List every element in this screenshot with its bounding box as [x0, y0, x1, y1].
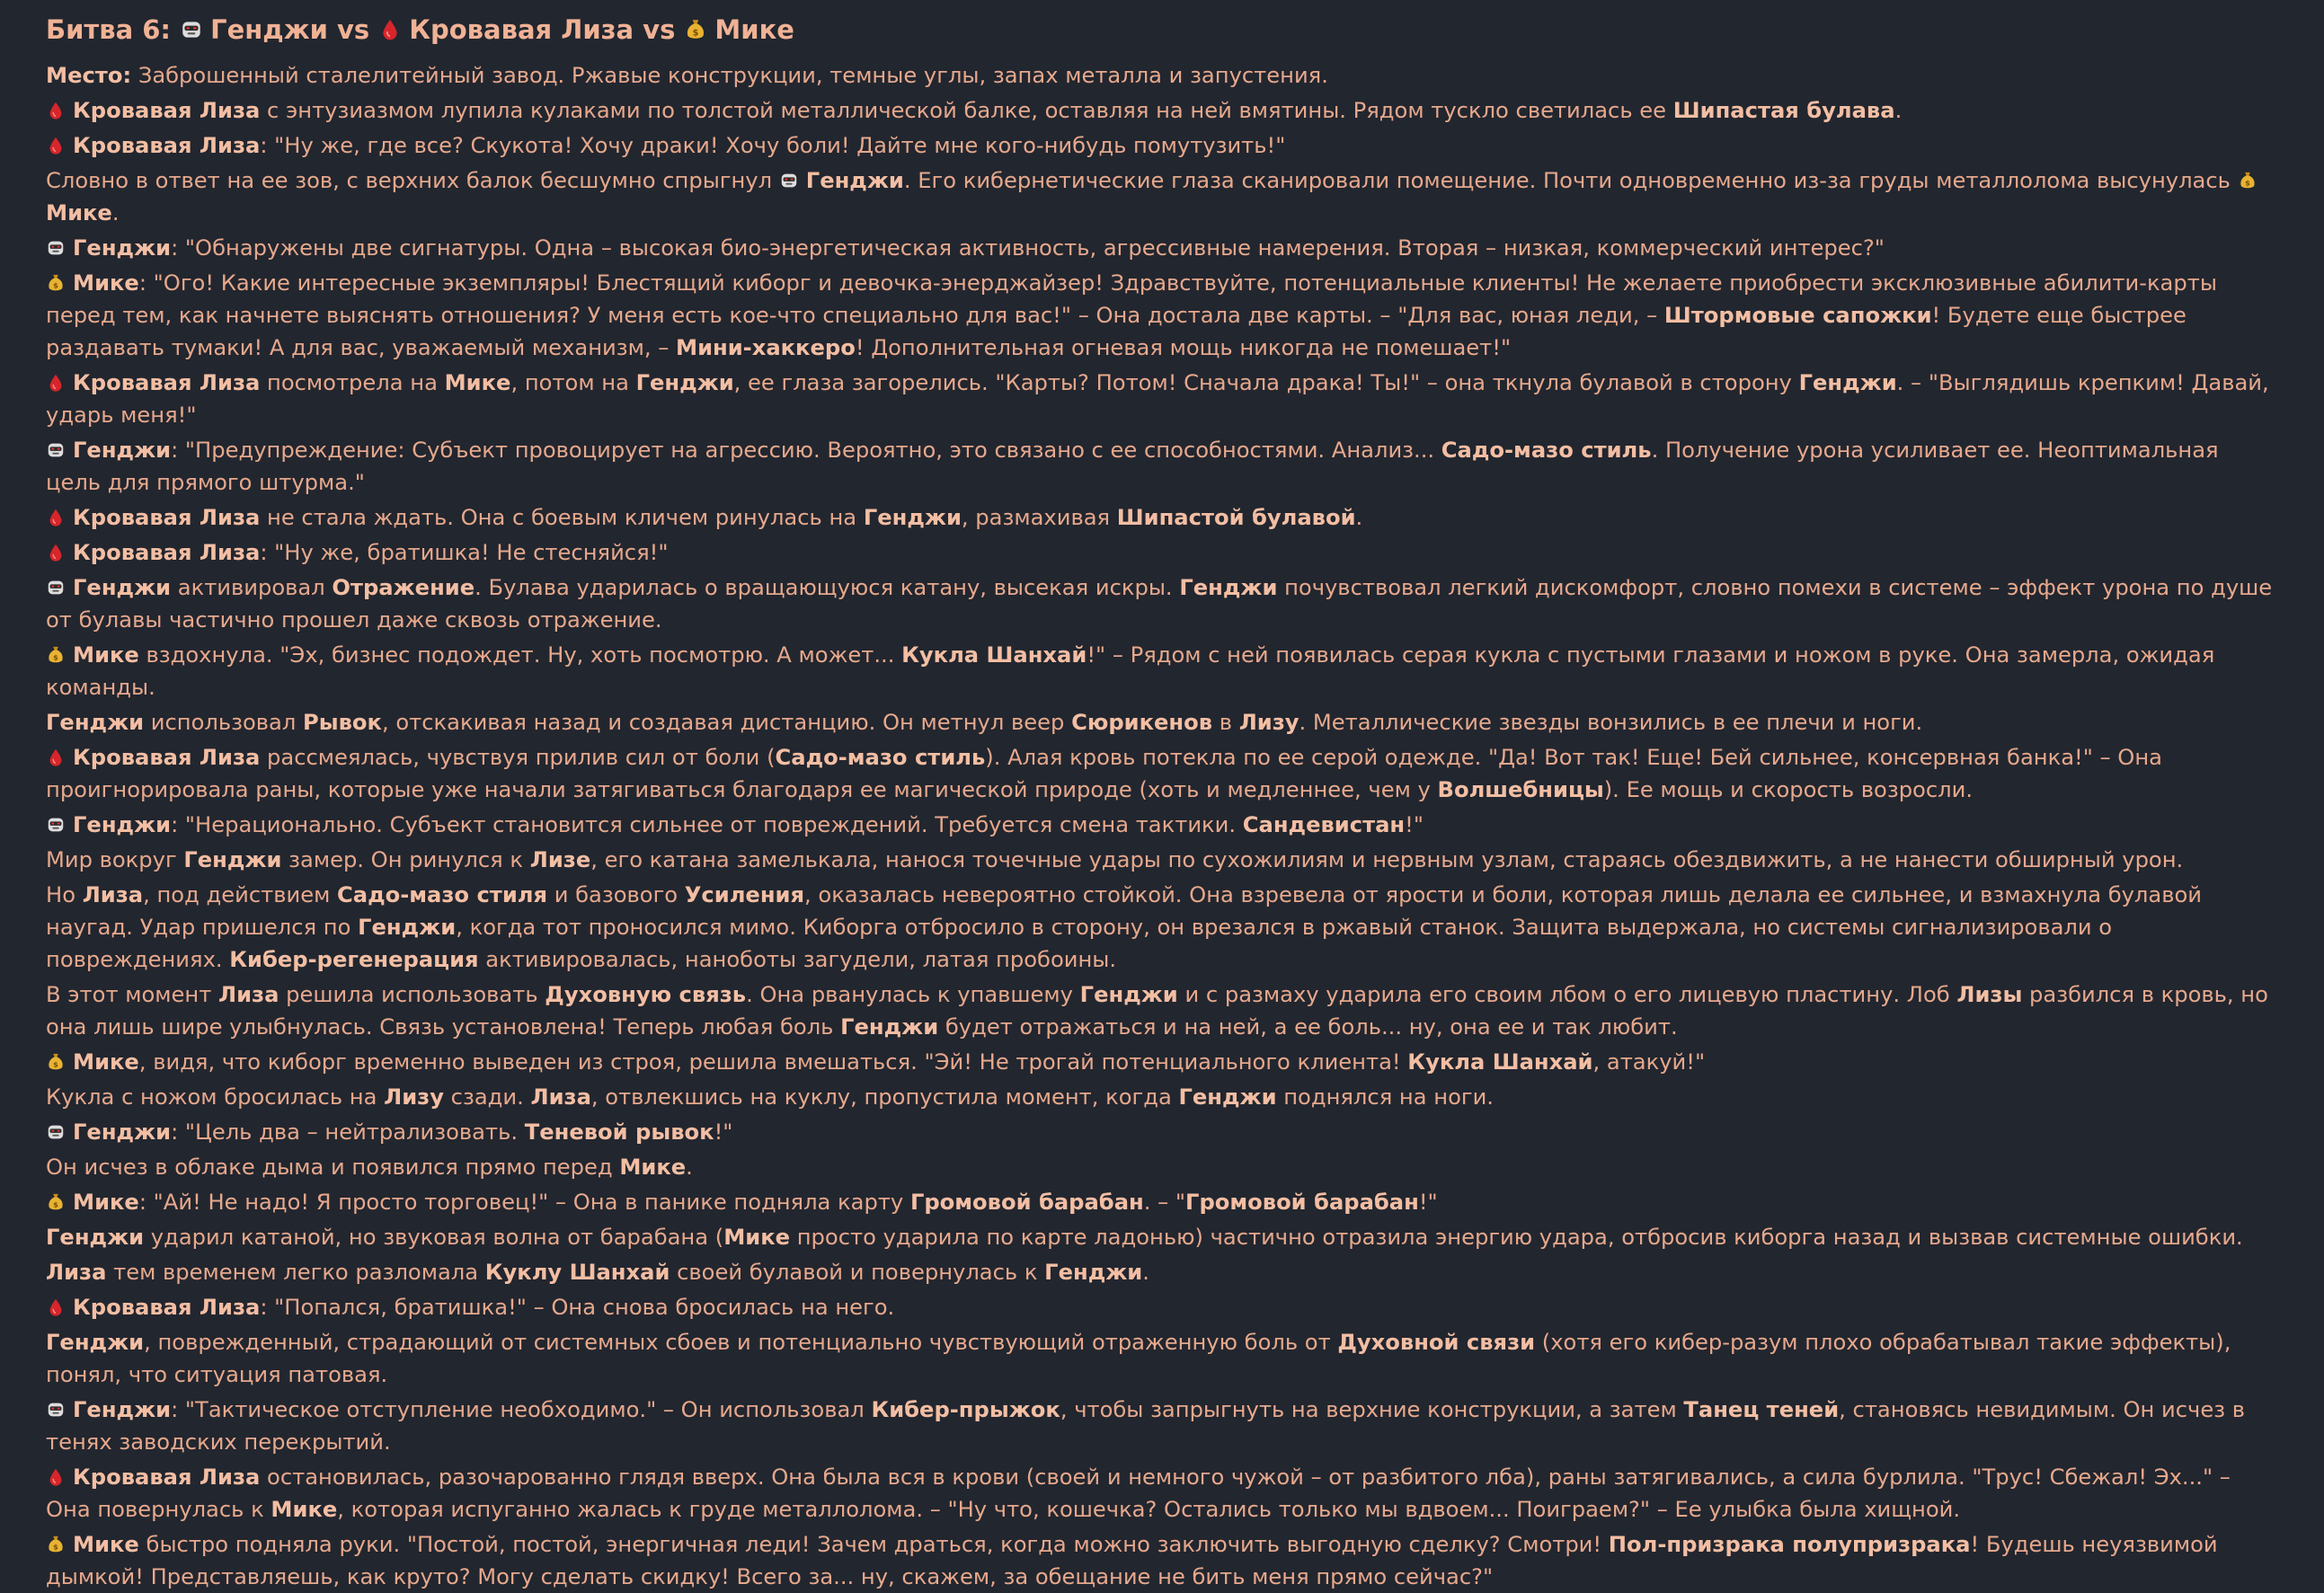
paragraph-text: : "Ну же, где все? Скукота! Хочу драки! Хочу боли! Дайте мне кого-нибудь помутузить!" [260, 133, 1286, 158]
paragraph-text: . Металлические звезды вонзились в ее плечи и ноги. [1299, 710, 1923, 735]
emphasized-term: Генджи [183, 847, 282, 872]
paragraph-text: , которая испуганно жалась к груде металлолома. – "Ну что, кошечка? Остались только мы вдвоем... Поиграем?" – Ее улыбка была хищной. [337, 1497, 1961, 1522]
emphasized-term: Генджи [73, 235, 172, 261]
story-paragraph [46, 1461, 2278, 1526]
emphasized-term: Генджи [46, 1330, 145, 1355]
emphasized-term: Садо-мазо стиль [1441, 438, 1652, 463]
paragraph-text: : "Ай! Не надо! Я просто торговец!" – Она в панике подняла карту [138, 1190, 910, 1215]
title-vs: vs [327, 14, 379, 45]
robot-ninja-icon [46, 815, 66, 835]
paragraph-text: Он исчез в облаке дыма и появился прямо перед [46, 1155, 620, 1180]
paragraph-text: ! Будешь неуязвимой дымкой! Представляешь, как круто? Могу сделать скидку! Всего за... ну, скажем, за обещание не бить меня прямо сейчас?" [46, 1532, 2218, 1589]
robot-ninja-icon [779, 171, 799, 190]
emphasized-term: Генджи [1178, 1084, 1277, 1110]
emphasized-term: Мике [723, 1225, 791, 1250]
emphasized-term: Мике [444, 370, 511, 395]
emphasized-term: Кровавая Лиза [73, 1465, 261, 1490]
paragraph-text: . [1142, 1260, 1149, 1285]
title-character-name: Генджи [210, 14, 328, 45]
emphasized-term: Генджи [1044, 1260, 1143, 1285]
money-bag-icon [46, 645, 66, 665]
emphasized-term: Духовную связь [545, 982, 747, 1007]
emphasized-term: Генджи [863, 505, 962, 530]
emphasized-term: Лизе [529, 847, 591, 872]
story-paragraph [46, 978, 2278, 1043]
paragraph-text: , его катана замелькала, нанося точечные удары по сухожилиям и нервным узлам, стараясь обездвижить, а не нанести обширный урон. [590, 847, 2184, 872]
title-vs: vs [634, 14, 685, 45]
story-paragraph [46, 94, 2278, 127]
emphasized-term: Мике [73, 1190, 139, 1215]
paragraph-text: : "Нерационально. Субъект становится сильнее от повреждений. Требуется смена тактики. [171, 812, 1243, 837]
emphasized-term: Громовой барабан [1185, 1190, 1419, 1215]
paragraph-text: !" [714, 1120, 733, 1145]
blood-drop-icon [46, 1297, 66, 1317]
paragraph-text: , под действием [143, 882, 338, 907]
emphasized-term: Кибер-прыжок [871, 1397, 1060, 1422]
paragraph-text: : "Ну же, братишка! Не стесняйся!" [260, 540, 669, 565]
svg-text:$: $ [53, 1199, 58, 1209]
paragraph-text: вздохнула. "Эх, бизнес подождет. Ну, хоть посмотрю. А может... [138, 642, 902, 668]
paragraph-text: поднялся на ноги. [1276, 1084, 1494, 1110]
emphasized-term: Лизу [384, 1084, 444, 1110]
paragraph-text: разбился в кровь, но она лишь шире улыбнулась. Связь установлена! Теперь любая боль [46, 982, 2268, 1040]
story-paragraph [46, 1081, 2278, 1113]
svg-text:$: $ [53, 652, 58, 662]
emphasized-term: Сандевистан [1242, 812, 1406, 837]
blood-drop-icon [46, 748, 66, 767]
story-paragraph [46, 1326, 2278, 1391]
emphasized-term: Генджи [46, 1225, 145, 1250]
paragraph-text: замер. Он ринулся к [281, 847, 530, 872]
paragraph-text: : "Попался, братишка!" – Она снова бросилась на него. [260, 1295, 895, 1320]
story-paragraph [46, 571, 2278, 636]
emphasized-term: Куклу Шанхай [484, 1260, 670, 1285]
paragraph-text: . – " [1143, 1190, 1186, 1215]
svg-text:$: $ [693, 28, 699, 39]
paragraph-text: , потом на [510, 370, 636, 395]
emphasized-term: Мини-хаккеро [676, 335, 856, 360]
emphasized-term: Генджи [73, 438, 172, 463]
money-bag-icon [46, 1192, 66, 1212]
emphasized-term: Штормовые сапожки [1663, 303, 1932, 328]
blood-drop-icon [46, 508, 66, 527]
paragraph-text: Заброшенный сталелитейный завод. Ржавые конструкции, темные углы, запах металла и запустения. [131, 63, 1328, 88]
emphasized-term: Место: [46, 63, 132, 88]
paragraph-text: рассмеялась, чувствуя прилив сил от боли ( [260, 745, 776, 770]
paragraph-text: быстро подняла руки. "Постой, постой, энергичная леди! Зачем драться, когда можно заключить выгодную сделку? Смотри! [138, 1532, 1609, 1557]
emphasized-term: Генджи [1079, 982, 1178, 1007]
emphasized-term: Кибер-регенерация [229, 947, 479, 972]
emphasized-term: Кровавая Лиза [73, 98, 261, 123]
title-prefix: Битва 6: [46, 14, 181, 45]
story-paragraph [46, 1221, 2278, 1253]
robot-ninja-icon [46, 440, 66, 460]
paragraph-text: . – "Выглядишь крепким! Давай, ударь меня!" [46, 370, 2269, 428]
emphasized-term: Лиза [218, 982, 279, 1007]
emphasized-term: Лизы [1956, 982, 2023, 1007]
emphasized-term: Кровавая Лиза [73, 1295, 261, 1320]
paragraph-text: . Она рванулась к упавшему [746, 982, 1080, 1007]
paragraph-text: , становясь невидимым. Он исчез в тенях заводских перекрытий. [46, 1397, 2246, 1455]
story-paragraph [46, 536, 2278, 569]
robot-ninja-icon [46, 1122, 66, 1142]
emphasized-term: Мике [619, 1155, 687, 1180]
emphasized-term: Кукла Шанхай [901, 642, 1087, 668]
story-paragraph [46, 1256, 2278, 1288]
emphasized-term: Лиза [46, 1260, 107, 1285]
robot-ninja-icon [46, 238, 66, 258]
emphasized-term: Генджи [1179, 575, 1278, 600]
paragraph-text: и базового [547, 882, 685, 907]
story-paragraph [46, 844, 2278, 876]
story-paragraph [46, 232, 2278, 264]
story-paragraph [46, 129, 2278, 162]
money-bag-icon [46, 1535, 66, 1554]
paragraph-text: , ее глаза загорелись. "Карты? Потом! Сначала драка! Ты!" – она ткнула булавой в сторону [733, 370, 1799, 395]
story-paragraph [46, 879, 2278, 976]
emphasized-term: Генджи [635, 370, 734, 395]
blood-drop-icon [46, 136, 66, 155]
paragraph-text: : "Предупреждение: Субъект провоцирует на агрессию. Вероятно, это связано с ее способностями. Анализ... [171, 438, 1441, 463]
emphasized-term: Громовой барабан [909, 1190, 1144, 1215]
emphasized-term: Генджи [73, 1120, 172, 1145]
title-character-name: Кровавая Лиза [409, 14, 634, 45]
story-paragraph [46, 1116, 2278, 1148]
paragraph-text: , отскакивая назад и создавая дистанцию. Он метнул веер [381, 710, 1072, 735]
paragraph-text: посмотрела на [260, 370, 445, 395]
emphasized-term: Лиза [530, 1084, 591, 1110]
emphasized-term: Кукла Шанхай [1407, 1049, 1593, 1075]
svg-text:$: $ [2244, 178, 2250, 188]
story-paragraph [46, 59, 2278, 92]
paragraph-text: , чтобы запрыгнуть на верхние конструкции, а затем [1060, 1397, 1684, 1422]
robot-ninja-icon [46, 578, 66, 597]
paragraph-text: и с размаху ударила его своим лбом о его лицевую пластину. Лоб [1177, 982, 1957, 1007]
emphasized-term: Генджи [805, 168, 904, 193]
robot-ninja-icon [180, 18, 203, 41]
story-paragraph [46, 1046, 2278, 1078]
story-paragraph [46, 501, 2278, 534]
paragraph-text: , атакуй!" [1592, 1049, 1706, 1075]
paragraph-text: , отвлекшись на куклу, пропустила момент, когда [590, 1084, 1179, 1110]
emphasized-term: Усиления [684, 882, 805, 907]
paragraph-text: Но [46, 882, 83, 907]
paragraph-text: . Его кибернетические глаза сканировали помещение. Почти одновременно из-за груды металлолома высунулась [903, 168, 2238, 193]
emphasized-term: Генджи [358, 915, 457, 940]
paragraph-text: использовал [144, 710, 304, 735]
paragraph-text: не стала ждать. Она с боевым кличем ринулась на [260, 505, 864, 530]
story-paragraph [46, 434, 2278, 499]
emphasized-term: Генджи [73, 812, 172, 837]
story-paragraph [46, 367, 2278, 431]
story-paragraph [46, 741, 2278, 806]
story-paragraph [46, 1186, 2278, 1218]
emphasized-term: Кровавая Лиза [73, 370, 261, 395]
money-bag-icon [684, 18, 707, 41]
emphasized-term: Садо-мазо стиль [775, 745, 986, 770]
paragraph-text: своей булавой и повернулась к [670, 1260, 1045, 1285]
paragraph-text: активировалась, нанoботы загудели, латая пробоины. [478, 947, 1117, 972]
emphasized-term: Мике [73, 1532, 139, 1557]
paragraph-text: : "Ого! Какие интересные экземпляры! Блестящий киборг и девочка-энерджайзер! Здравствуйте, потенциальные клиенты! Не желаете приобрести эксклюзивные абилити-карты перед тем, как начнете выяснять отношения? У меня есть кое-что специально для вас!" – Она достала две карты. – "Для вас, юная леди, – [46, 270, 2217, 328]
emphasized-term: Шипастая булава [1672, 98, 1895, 123]
emphasized-term: Генджи [73, 575, 172, 600]
title-character-name: Мике [714, 14, 794, 45]
emphasized-term: Кровавая Лиза [73, 133, 261, 158]
emphasized-term: Сюрикенов [1071, 710, 1213, 735]
paragraph-text: , размахивая [961, 505, 1117, 530]
emphasized-term: Кровавая Лиза [73, 505, 261, 530]
paragraph-text: просто ударила по карте ладонью) частично отразила энергию удара, отбросив киборга назад и вызвав системные ошибки. [790, 1225, 2243, 1250]
paragraph-text: ! Будете еще быстрее раздавать тумаки! А для вас, уважаемый механизм, – [46, 303, 2187, 360]
paragraph-text: активировал [171, 575, 333, 600]
paragraph-text: , поврежденный, страдающий от системных сбоев и потенциально чувствующий отраженную боль от [144, 1330, 1338, 1355]
paragraph-text: . Получение урона усиливает ее. Неоптимальная цель для прямого штурма." [46, 438, 2219, 495]
emphasized-term: Генджи [73, 1397, 172, 1422]
story-paragraph [46, 267, 2278, 364]
paragraph-text: (хотя его кибер-разум плохо обрабатывал такие эффекты), понял, что ситуация патовая. [46, 1330, 2231, 1387]
emphasized-term: Кровавая Лиза [73, 540, 261, 565]
story-paragraph [46, 164, 2278, 229]
emphasized-term: Мике [73, 1049, 139, 1075]
paragraph-text: : "Обнаружены две сигнатуры. Одна – высокая био-энергетическая активность, агрессивные намерения. Вторая – низкая, коммерческий интерес?" [171, 235, 1885, 261]
money-bag-icon [46, 1052, 66, 1072]
svg-text:$: $ [53, 1059, 58, 1069]
paragraph-text: остановилась, разочарованно глядя вверх. Она была вся в крови (своей и немного чужой – от разбитого лба), раны затягивались, а сила бурлила. "Трус! Сбежал! Эх..." – Она повернулась к [46, 1465, 2231, 1522]
story-paragraph [46, 1394, 2278, 1458]
paragraph-text: Мир вокруг [46, 847, 184, 872]
emphasized-term: Отражение [332, 575, 475, 600]
paragraph-text: ударил катаной, но звуковая волна от барабана ( [144, 1225, 724, 1250]
paragraph-text: почувствовал легкий дискомфорт, словно помехи в системе – эффект урона по душе от булавы частично прошел даже сквозь отражение. [46, 575, 2273, 633]
money-bag-icon [2238, 171, 2257, 190]
emphasized-term: Мике [46, 200, 112, 226]
paragraph-text: . Булава ударилась о вращающуюся катану, высекая искры. [475, 575, 1180, 600]
emphasized-term: Генджи [1798, 370, 1897, 395]
paragraph-text: . [1355, 505, 1363, 530]
paragraph-text: в [1212, 710, 1239, 735]
paragraph-text: В этот момент [46, 982, 218, 1007]
emphasized-term: Садо-мазо стиля [337, 882, 548, 907]
emphasized-term: Шипастой булавой [1116, 505, 1356, 530]
story-paragraph [46, 639, 2278, 704]
emphasized-term: Генджи [840, 1014, 939, 1040]
story-paragraph [46, 1291, 2278, 1323]
emphasized-term: Лизу [1238, 710, 1299, 735]
emphasized-term: Лиза [82, 882, 144, 907]
emphasized-term: Пол-призрака полупризрака [1608, 1532, 1971, 1557]
story-paragraph [46, 1151, 2278, 1183]
paragraph-text: решила использовать [279, 982, 546, 1007]
emphasized-term: Генджи [46, 710, 145, 735]
emphasized-term: Мике [73, 642, 139, 668]
paragraph-text: будет отражаться и на ней, а ее боль... ну, она ее и так любит. [938, 1014, 1678, 1040]
paragraph-text: Кукла с ножом бросилась на [46, 1084, 385, 1110]
story-paragraph [46, 706, 2278, 739]
paragraph-text: : "Тактическое отступление необходимо." – Он использовал [171, 1397, 872, 1422]
paragraph-text: !" – Рядом с ней появилась серая кукла с пустыми глазами и ножом в руке. Она замерла, ожидая команды. [46, 642, 2215, 700]
emphasized-term: Теневой рывок [524, 1120, 714, 1145]
paragraph-text: . [686, 1155, 693, 1180]
paragraph-text: Словно в ответ на ее зов, с верхних балок бесшумно спрыгнул [46, 168, 779, 193]
paragraph-text: : "Цель два – нейтрализовать. [171, 1120, 525, 1145]
money-bag-icon [46, 273, 66, 293]
paragraph-text: , когда тот проносился мимо. Киборга отбросило в сторону, он врезался в ржавый станок. Защита выдержала, но системы сигнализировали о повреждениях. [46, 915, 2113, 972]
svg-text:$: $ [53, 1542, 58, 1552]
paragraph-text: !" [1405, 812, 1424, 837]
emphasized-term: Духовной связи [1337, 1330, 1536, 1355]
paragraph-text: . [111, 200, 120, 226]
emphasized-term: Рывок [303, 710, 382, 735]
paragraph-text: ). Ее мощь и скорость возросли. [1603, 777, 1974, 802]
blood-drop-icon [378, 18, 402, 41]
battle-title [46, 11, 2278, 49]
paragraph-text: с энтузиазмом лупила кулаками по толстой металлической балке, оставляя на ней вмятины. Рядом тускло светилась ее [260, 98, 1673, 123]
paragraph-text: . [1894, 98, 1903, 123]
paragraph-text: , видя, что киборг временно выведен из строя, решила вмешаться. "Эй! Не трогай потенциального клиента! [138, 1049, 1408, 1075]
paragraph-text: ! Дополнительная огневая мощь никогда не помешает!" [855, 335, 1512, 360]
paragraph-text: , оказалась невероятно стойкой. Она взревела от ярости и боли, которая лишь делала ее сильнее, и взмахнула булавой наугад. Удар пришелся по [46, 882, 2202, 940]
paragraph-text: сзади. [443, 1084, 531, 1110]
emphasized-term: Мике [271, 1497, 338, 1522]
emphasized-term: Танец теней [1683, 1397, 1840, 1422]
story-paragraph [46, 1528, 2278, 1593]
blood-drop-icon [46, 1467, 66, 1487]
svg-text:$: $ [53, 280, 58, 290]
emphasized-term: Волшебницы [1437, 777, 1604, 802]
blood-drop-icon [46, 373, 66, 393]
blood-drop-icon [46, 543, 66, 562]
emphasized-term: Мике [73, 270, 139, 296]
robot-ninja-icon [46, 1400, 66, 1420]
emphasized-term: Кровавая Лиза [73, 745, 261, 770]
blood-drop-icon [46, 101, 66, 120]
battle-log [46, 59, 2278, 1593]
paragraph-text: ). Алая кровь потекла по ее серой одежде. "Да! Вот так! Еще! Бей сильнее, консервная банка!" – Она проигнорировала раны, которые уже начали затягиваться благодаря ее магической природе (хоть и медленнее, чем у [46, 745, 2162, 802]
paragraph-text: !" [1418, 1190, 1438, 1215]
story-paragraph [46, 809, 2278, 841]
paragraph-text: тем временем легко разломала [106, 1260, 485, 1285]
